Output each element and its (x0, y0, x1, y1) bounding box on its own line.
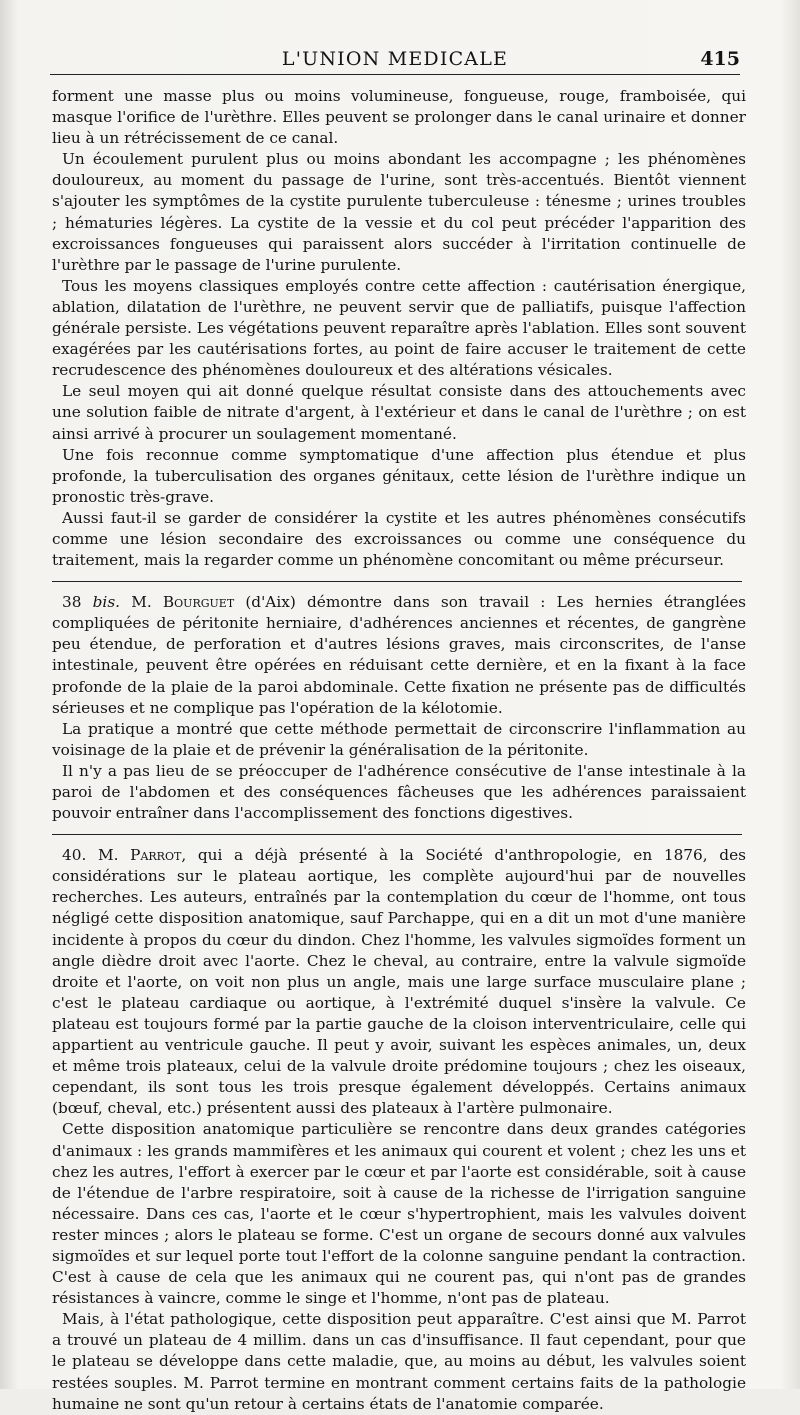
entry-text: (d'Aix) démontre dans son travail : Les hernies étranglées compliquées de péritonite herniaire, d'adhérences anciennes et récentes, de gangrène peu étendue, de perforation et d'autres lésions graves, mais circonscrites, de l'anse intestinale, peuvent être opérées en réduisant cette dernière, et en la fixant à la face profonde de la plaie de la paroi abdominale. Cette fixation ne présente pas de difficultés sérieuses et ne complique pas l'opération de la kélotomie. (52, 593, 746, 717)
entry-opening (52, 845, 746, 1119)
paragraph: Une fois reconnue comme symptomatique d'une affection plus étendue et plus profonde, la tuberculisation des organes génitaux, cette lésion de l'urèthre indique un pronostic très-grave. (52, 445, 746, 506)
paragraph: Mais, à l'état pathologique, cette disposition peut apparaître. C'est ainsi que M. Parrot a trouvé un plateau de 4 millim. dans un cas d'insuffisance. Il faut cependant, pour que le plateau se développe dans cette maladie, que, au moins au début, les valvules soient restées souples. M. Parrot termine en montrant comment certains faits de la pathologie humaine ne sont qu'un retour à certains états de l'anatomie comparée. (52, 1310, 746, 1413)
paragraph: Aussi faut-il se garder de considérer la cystite et les autres phénomènes consécutifs comme une lésion secondaire des excroissances ou comme une conséquence du traitement, mais la regarder comme un phénomène concomitant ou même précurseur. (52, 508, 746, 570)
paragraph: Le seul moyen qui ait donné quelque résultat consiste dans des attouchements avec une solution faible de nitrate d'argent, à l'extérieur et dans le canal de l'urèthre ; on est ainsi arrivé à procurer un soulagement momentané. (52, 382, 746, 443)
section-divider (52, 834, 742, 835)
paragraph: Il n'y a pas lieu de se préoccuper de l'adhérence consécutive de l'anse intestinale à la paroi de l'abdomen et des conséquences fâcheuses que les adhérences paraissaient pouvoir entraîner dans l'accomplissement des fonctions digestives. (52, 761, 746, 823)
article-body (52, 86, 746, 1415)
entry-number: 40. (62, 846, 87, 865)
paragraph: forment une masse plus ou moins volumineuse, fongueuse, rouge, framboisée, qui masque l'orifice de l'urèthre. Elles peuvent se prolonger dans le canal urinaire et donner lieu à un rétrécissement de ce canal. (52, 87, 746, 148)
running-title: L'UNION MEDICALE (281, 48, 509, 70)
paragraph: Tous les moyens classiques employés contre cette affection : cautérisation énergique, ablation, dilatation de l'urèthre, ne peuvent servir que de palliatifs, puisque l'affection générale persiste. Les végétations peuvent reparaître après l'ablation. Elles sont souvent exagérées par les cautérisations fortes, au point de faire accuser le traitement de cette recrudescence des phénomènes douloureux et des altérations vésicales. (52, 276, 746, 380)
entry-opening (52, 592, 746, 719)
paragraph: Un écoulement purulent plus ou moins abondant les accompagne ; les phénomènes douloureux, au moment du passage de l'urine, sont très-accentués. Bientôt viennent s'ajouter les symptômes de la cystite purulente tuberculeuse : ténesme ; urines troubles ; hématuries légères. La cystite de la vessie et du col peut précéder l'apparition des excroissances fongueuses qui paraissent alors succéder à l'irritation continuelle de l'urèthre par le passage de l'urine purulente. (52, 150, 746, 274)
paragraph: La pratique a montré que cette méthode permettait de circonscrire l'inflammation au voisinage de la plaie et de prévenir la généralisation de la péritonite. (52, 719, 746, 759)
entry-bis: bis. (92, 593, 121, 612)
page-header (50, 48, 740, 75)
paragraph: Cette disposition anatomique particulière se rencontre dans deux grandes catégories d'animaux : les grands mammifères et les animaux qui courent et volent ; chez les uns et chez les autres, l'effort à exercer par le cœur et par l'aorte est considérable, soit à cause de l'étendue de l'arbre respiratoire, soit à cause de la richesse de l'irrigation sanguine nécessaire. Dans ces cas, l'aorte et le cœur s'hypertrophient, mais les valvules doivent rester minces ; alors le plateau se forme. C'est un organe de secours donné aux valvules sigmoïdes et sur lequel porte tout l'effort de la colonne sanguine pendant la contraction. C'est à cause de cela que les animaux qui ne courent pas, qui n'ont pas de grandes résistances à vaincre, comme le singe et l'homme, n'ont pas de plateau. (52, 1120, 746, 1308)
section-divider (52, 581, 742, 582)
entry-number: 38 (62, 593, 82, 612)
entry-text: , qui a déjà présenté à la Société d'anthropologie, en 1876, des considérations sur le plateau aortique, les complète aujourd'hui par de nouvelles recherches. Les auteurs, entraînés par la contemplation du cœur de l'homme, ont tous négligé cette disposition anatomique, sauf Parchappe, qui en a dit un mot d'une manière incidente à propos du cœur du dindon. Chez l'homme, les valvules sigmoïdes forment un angle dièdre droit avec l'aorte. Chez le cheval, au contraire, entre la valvule sigmoïde droite et l'aorte, on voit non plus un angle, mais une large surface musculaire plane ; c'est le plateau cardiaque ou aortique, à l'extrémité duquel s'insère la valvule. Ce plateau est toujours formé par la partie gauche de la cloison interventriculaire, celle qui appartient au ventricule gauche. Il peut y avoir, suivant les espèces animales, un, deux et même trois plateaux, celui de la valvule droite prédomine toujours ; chez les oiseaux, cependant, ils sont tous les trois presque également développés. Certains animaux (bœuf, cheval, etc.) présentent aussi des plateaux à l'artère pulmonaire. (52, 846, 746, 1118)
entry-author: M. Bourguet (131, 593, 235, 612)
entry-author: M. Parrot (97, 846, 182, 865)
page-number: 415 (700, 48, 740, 70)
